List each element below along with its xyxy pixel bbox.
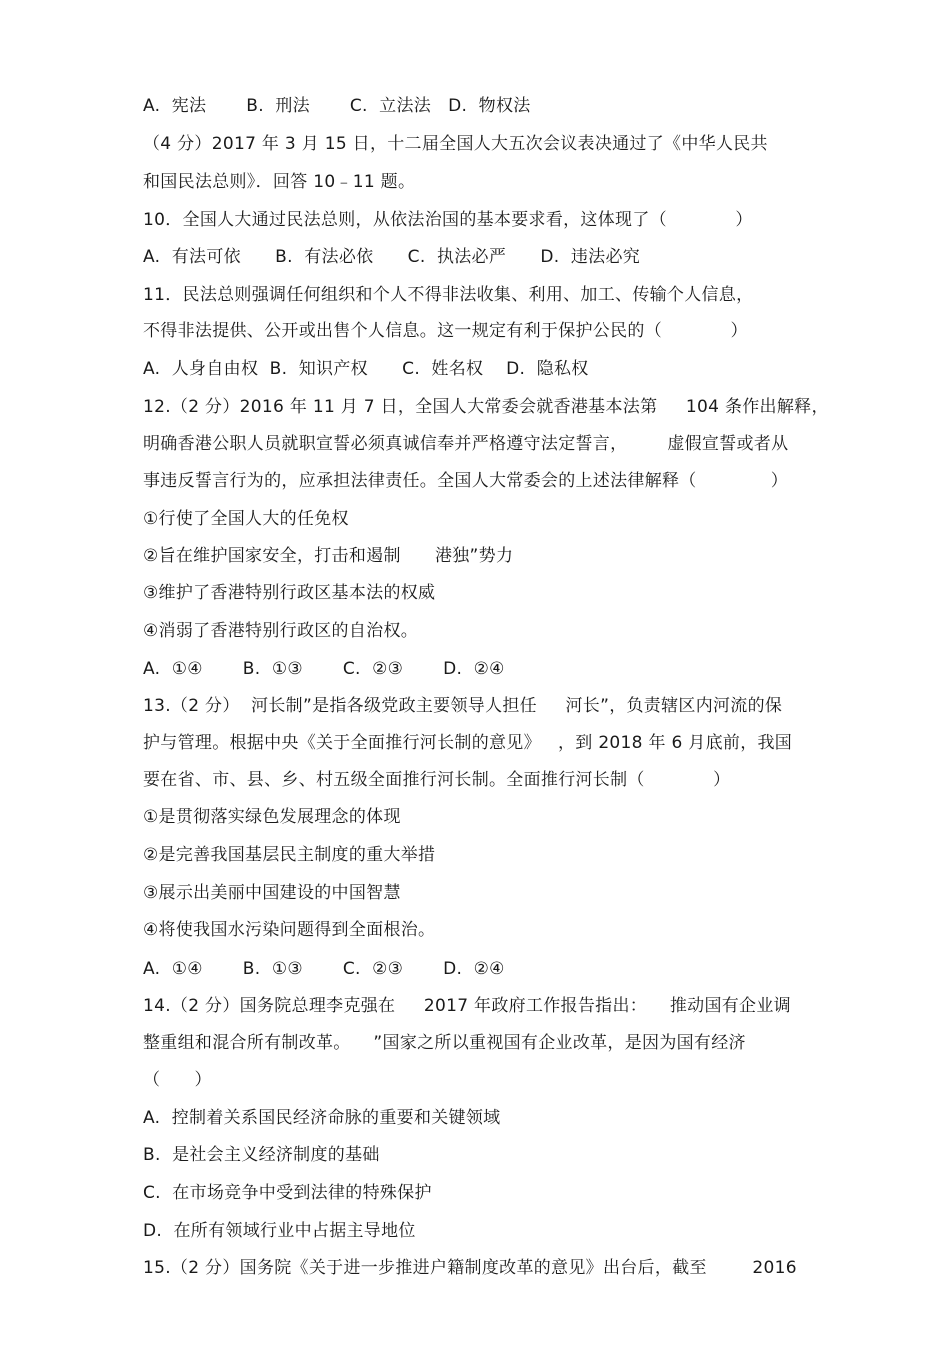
question-13-cont: 护与管理。根据中央《关于全面推行河长制的意见》 ，到 2018 年 6 月底前，我国 [143,733,793,753]
statement-1: ①行使了全国人大的任免权 [143,509,349,529]
question-14: 14.（2 分）国务院总理李克强在 2017 年政府工作报告指出： 推动国有企业调 [143,996,791,1016]
options-q11: A. 人身自由权 B. 知识产权 C. 姓名权 D. 隐私权 [143,359,589,379]
question-14-cont: （ ） [143,1070,212,1090]
options-q12: A. ①④ B. ①③ C. ②③ D. ②④ [143,659,505,679]
question-11-cont: 不得非法提供、公开或出售个人信息。这一规定有利于保护公民的（ ） [143,321,748,341]
option-b: B. 是社会主义经济制度的基础 [143,1145,380,1165]
question-13: 13.（2 分） 河长制”是指各级党政主要领导人担任 河长”，负责辖区内河流的保 [143,696,783,716]
option-d: D. 在所有领域行业中占据主导地位 [143,1221,416,1241]
statement-3: ③维护了香港特别行政区基本法的权威 [143,583,436,603]
material-intro-2: 和国民法总则》．回答 10﹣11 题。 [143,172,416,192]
question-12: 12.（2 分）2016 年 11 月 7 日，全国人大常委会就香港基本法第 104 条作出解释， [143,397,829,417]
option-a: A. 控制着关系国民经济命脉的重要和关键领域 [143,1108,501,1128]
material-intro: （4 分）2017 年 3 月 15 日，十二届全国人大五次会议表决通过了《中华人民共 [143,134,768,154]
statement-4: ④消弱了香港特别行政区的自治权。 [143,621,419,641]
options-q13: A. ①④ B. ①③ C. ②③ D. ②④ [143,959,505,979]
question-13-cont: 要在省、市、县、乡、村五级全面推行河长制。全面推行河长制（ ） [143,770,731,790]
statement-2: ②旨在维护国家安全，打击和遏制 港独”势力 [143,546,514,566]
option-c: C. 在市场竞争中受到法律的特殊保护 [143,1183,432,1203]
statement-2: ②是完善我国基层民主制度的重大举措 [143,845,436,865]
options-q9: A. 宪法 B. 刑法 C. 立法法 D. 物权法 [143,96,531,116]
statement-1: ①是贯彻落实绿色发展理念的体现 [143,807,401,827]
options-q10: A. 有法可依 B. 有法必依 C. 执法必严 D. 违法必究 [143,247,641,267]
statement-3: ③展示出美丽中国建设的中国智慧 [143,883,401,903]
question-14-cont: 整重组和混合所有制改革。 ”国家之所以重视国有企业改革，是因为国有经济 [143,1033,746,1053]
question-10: 10．全国人大通过民法总则，从依法治国的基本要求看，这体现了（ ） [143,210,753,230]
statement-4: ④将使我国水污染问题得到全面根治。 [143,920,436,940]
question-11: 11．民法总则强调任何组织和个人不得非法收集、利用、加工、传输个人信息， [143,285,754,305]
question-12-cont: 事违反誓言行为的，应承担法律责任。全国人大常委会的上述法律解释（ ） [143,471,789,491]
question-12-cont: 明确香港公职人员就职宣誓必须真诚信奉并严格遵守法定誓言， 虚假宣誓或者从 [143,434,789,454]
question-15: 15.（2 分）国务院《关于进一步推进户籍制度改革的意见》出台后，截至 2016 [143,1258,797,1278]
